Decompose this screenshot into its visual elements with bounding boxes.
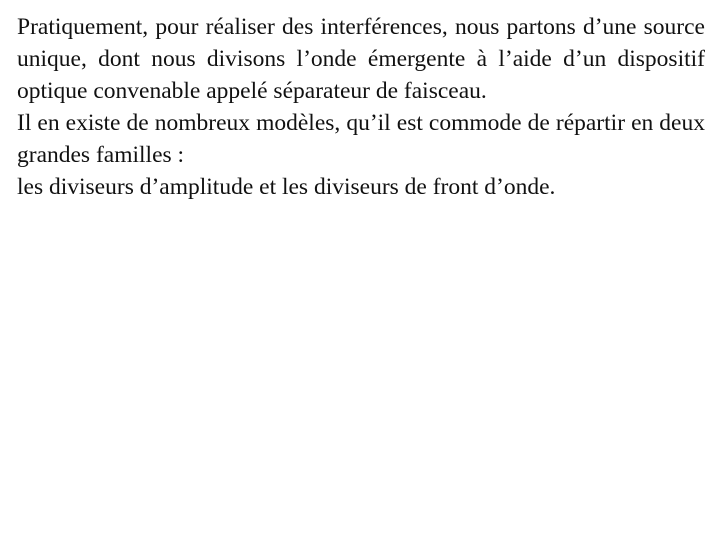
paragraph-models: Il en existe de nombreux modèles, qu’il est commode de répartir en deux grandes familles : (17, 110, 705, 168)
paragraph-intro: Pratiquement, pour réaliser des interférences, nous partons d’une source unique, dont nous divisons l’onde émergente à l’aide d’un dispositif optique convenable appelé séparateur de faisceau. (17, 14, 705, 104)
text-block (17, 11, 705, 203)
paragraph-families: les diviseurs d’amplitude et les diviseurs de front d’onde. (17, 174, 556, 200)
